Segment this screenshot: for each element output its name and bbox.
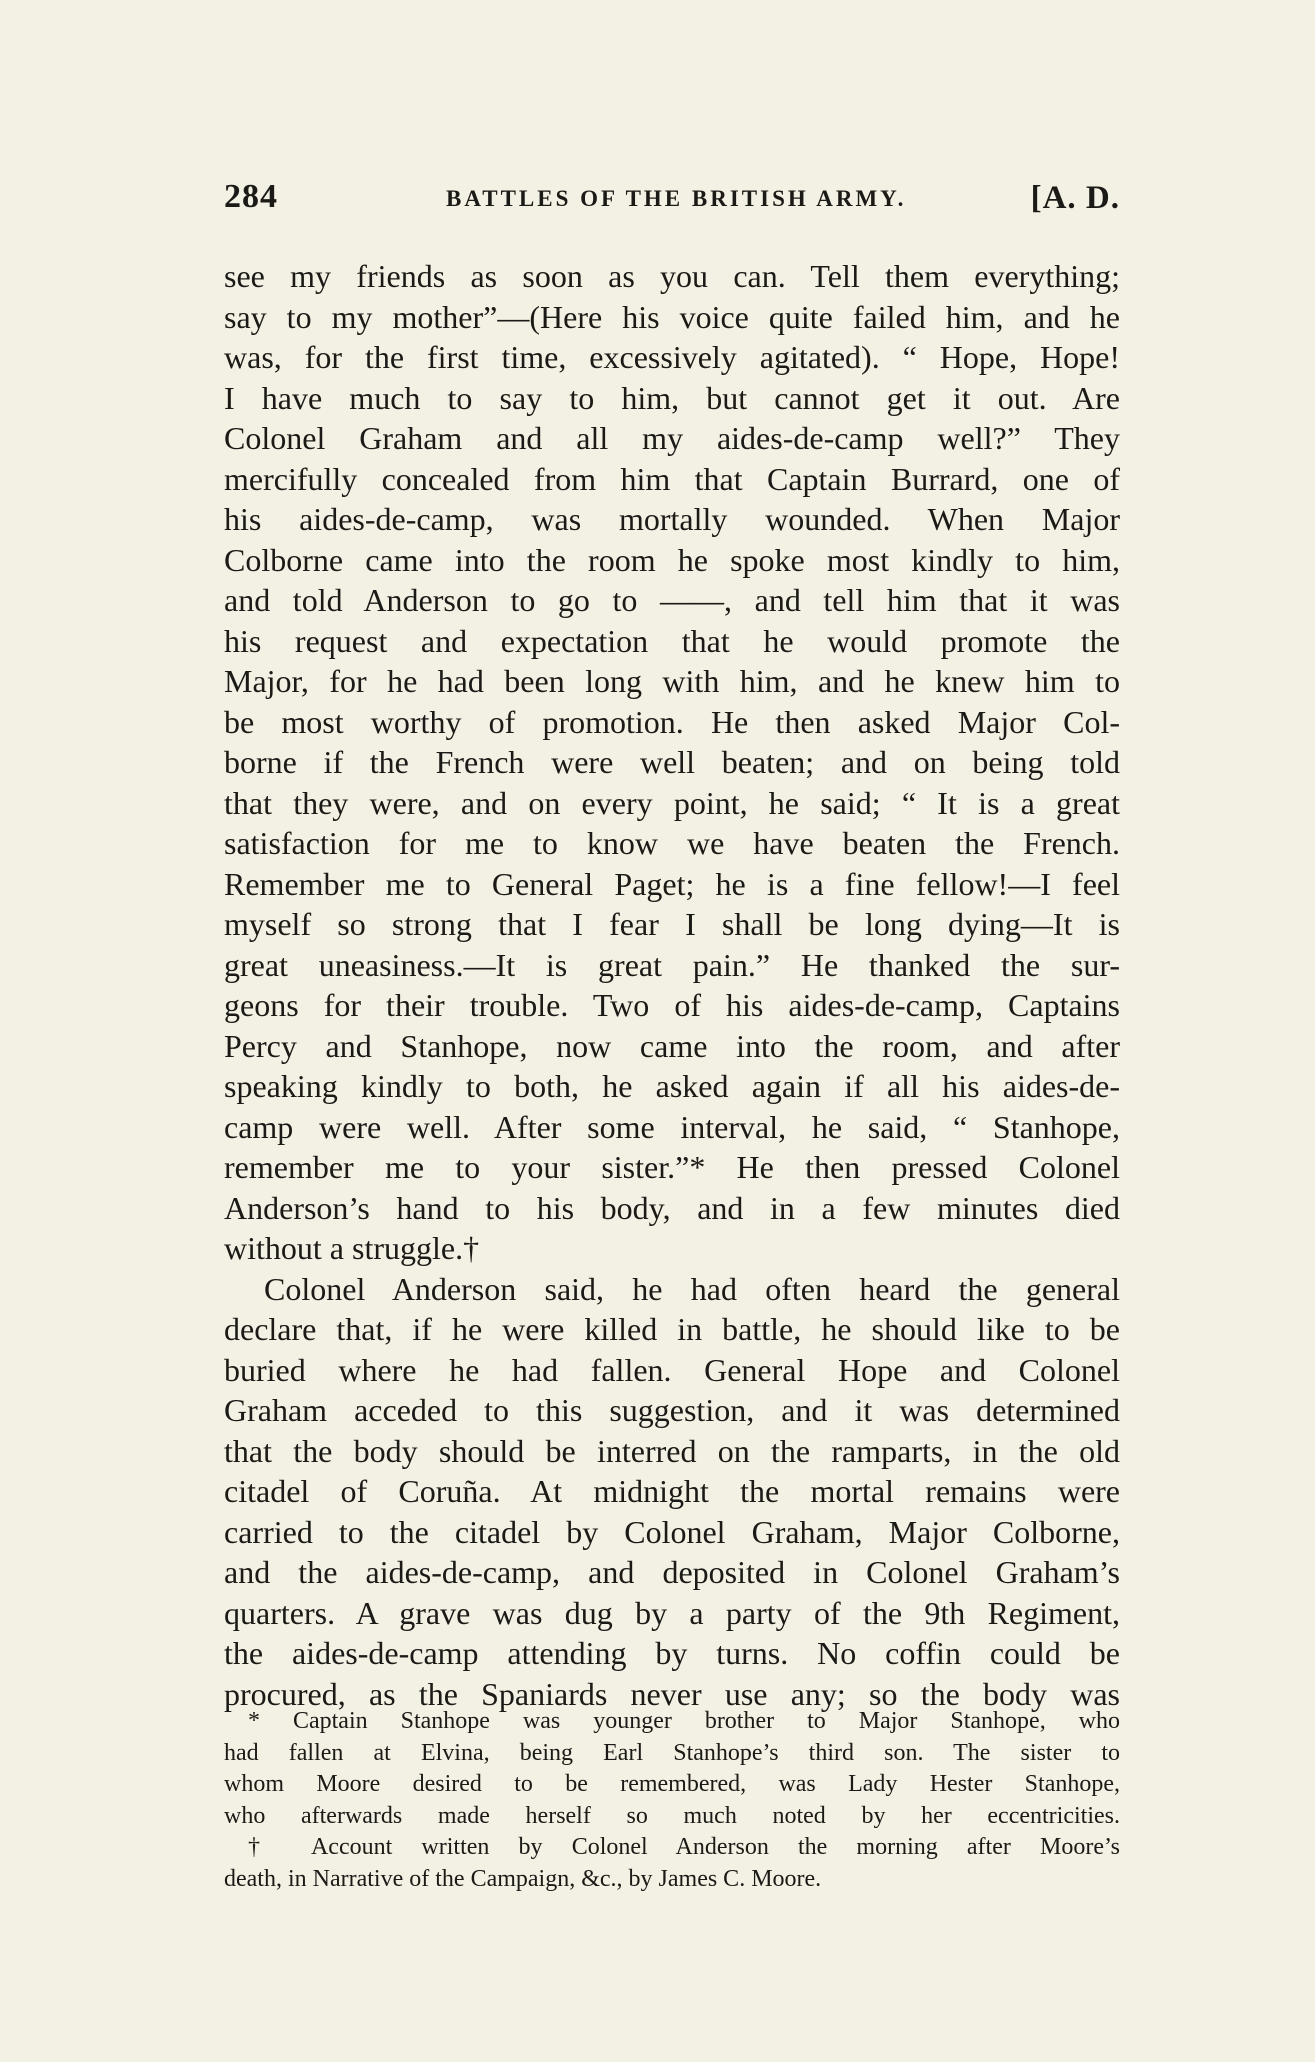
body-line: declare that, if he were killed in battle, he should like to be [224,1311,1120,1347]
body-line: Anderson’s hand to his body, and in a few minutes died [224,1189,1120,1226]
body-line: Percy and Stanhope, now came into the room, and after [224,1027,1120,1064]
body-line: I have much to say to him, but cannot get it out. Are [224,379,1120,416]
body-line: Colonel Graham and all my aides-de-camp well?” They [224,420,1120,456]
body-line: his aides-de-camp, was mortally wounded. When Major [224,501,1120,537]
body-line: and the aides-de-camp, and deposited in Colonel Graham’s [224,1554,1120,1590]
footnote-line: † Account written by Colonel Anderson the morning after Moore’s [248,1834,1120,1860]
body-line: geons for their trouble. Two of his aides-de-camp, Captains [224,987,1120,1023]
body-line: say to my mother”—(Here his voice quite failed him, and he [224,298,1120,335]
body-line: Remember me to General Paget; he is a fine fellow!—I feel [224,865,1120,902]
footnote-line: who afterwards made herself so much noted by her eccentricities. [224,1802,1120,1829]
body-line: that the body should be interred on the ramparts, in the old [224,1432,1120,1469]
body-line: that they were, and on every point, he said; “ It is a great [224,784,1120,821]
body-line: Colborne came into the room he spoke most kindly to him, [224,541,1120,578]
body-line: citadel of Coruña. At midnight the mortal remains were [224,1473,1120,1509]
body-line: Major, for he had been long with him, and he knew him to [224,663,1120,699]
footnote-line: had fallen at Elvina, being Earl Stanhope’s third son. The sister to [224,1739,1120,1766]
body-line: his request and expectation that he would promote the [224,622,1120,659]
body-line: procured, as the Spaniards never use any; so the body was [224,1675,1120,1712]
body-text [224,256,1120,1714]
footnotes [224,1706,1120,1895]
footnote-line: whom Moore desired to be remembered, was Lady Hester Stanhope, [224,1771,1120,1797]
body-line: great uneasiness.—It is great pain.” He thanked the sur- [224,946,1120,983]
footnote-line: * Captain Stanhope was younger brother to Major Stanhope, who [248,1708,1120,1734]
paragraph-start-line: Colonel Anderson said, he had often heard the general [264,1270,1120,1307]
body-line: see my friends as soon as you can. Tell them everything; [224,258,1120,294]
paragraph-end-line: without a struggle.† [224,1230,480,1266]
footnote-line: death, in Narrative of the Campaign, &c., by James C. Moore. [224,1865,822,1892]
body-line: and told Anderson to go to ——, and tell him that it was [224,582,1120,618]
body-line: camp were well. After some interval, he said, “ Stanhope, [224,1108,1120,1145]
page-header [224,178,1120,222]
body-line: was, for the first time, excessively agitated). “ Hope, Hope! [224,339,1120,375]
body-line: borne if the French were well beaten; and on being told [224,744,1120,780]
body-line: Graham acceded to this suggestion, and it was determined [224,1392,1120,1428]
body-line: myself so strong that I fear I shall be long dying—It is [224,906,1120,942]
body-line: satisfaction for me to know we have beaten the French. [224,825,1120,861]
header-corner-text: [A. D. [1030,180,1120,216]
page-number: 284 [224,178,278,215]
body-line: the aides-de-camp attending by turns. No coffin could be [224,1635,1120,1671]
body-line: speaking kindly to both, he asked again if all his aides-de- [224,1068,1120,1104]
body-line: remember me to your sister.”* He then pressed Colonel [224,1149,1120,1185]
running-title: BATTLES OF THE BRITISH ARMY. [446,186,907,211]
body-line: quarters. A grave was dug by a party of the 9th Regiment, [224,1594,1120,1631]
body-line: buried where he had fallen. General Hope and Colonel [224,1351,1120,1388]
body-line: mercifully concealed from him that Captain Burrard, one of [224,460,1120,497]
body-line: be most worthy of promotion. He then asked Major Col- [224,703,1120,740]
body-line: carried to the citadel by Colonel Graham, Major Colborne, [224,1513,1120,1550]
